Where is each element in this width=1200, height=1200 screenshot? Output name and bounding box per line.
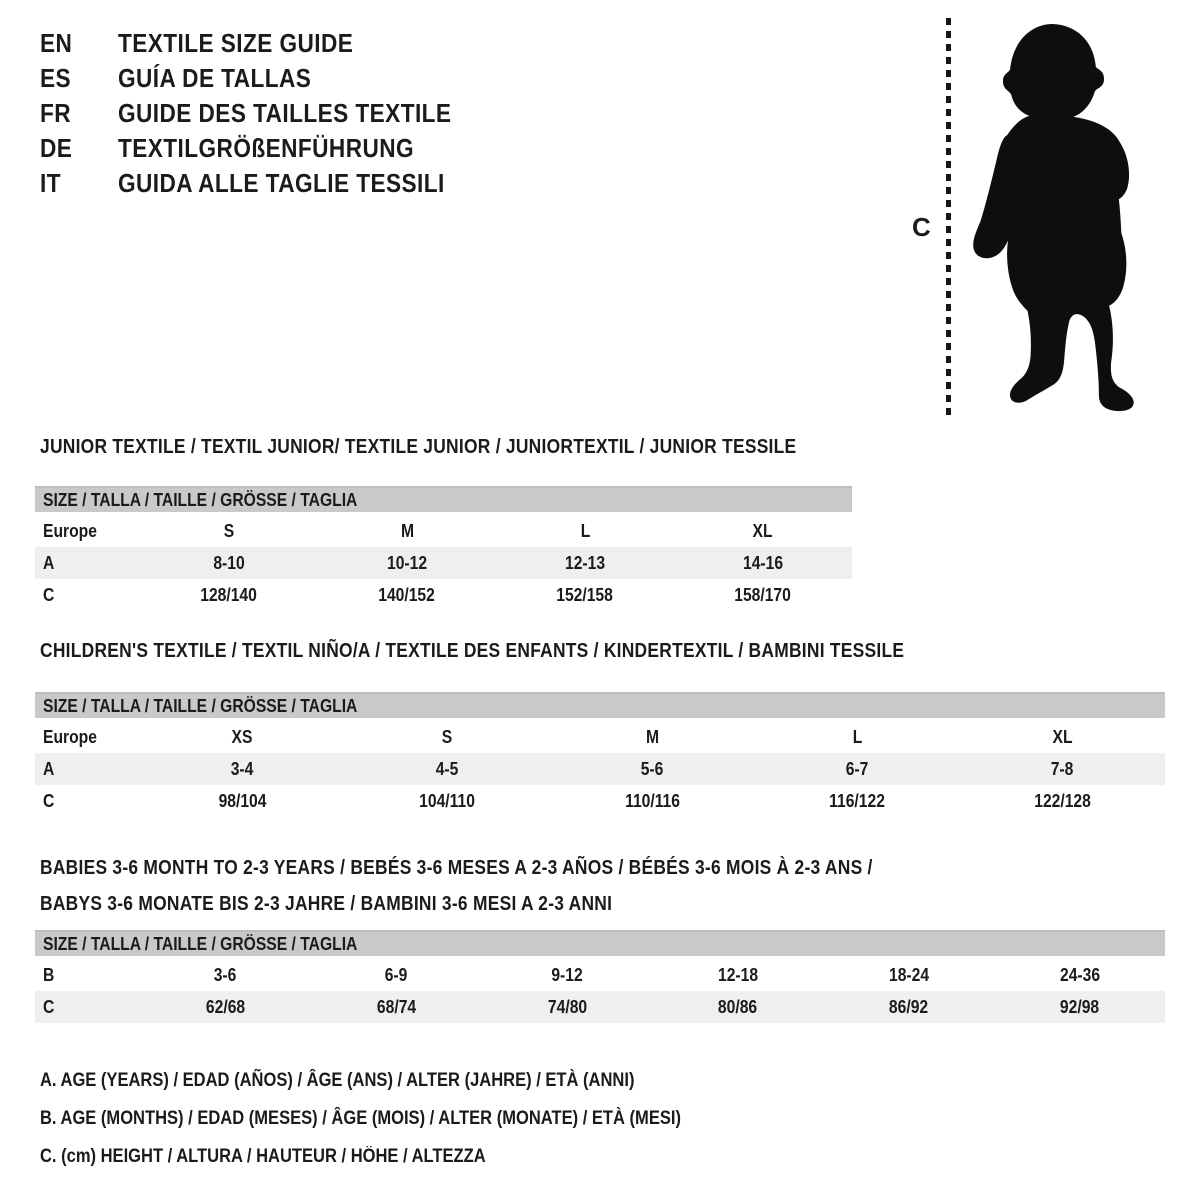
lang-row-de (40, 131, 501, 166)
guide-title-fr: GUIDE DES TAILLES TEXTILE (118, 98, 452, 128)
guide-title-de: TEXTILGRÖßENFÜHRUNG (118, 133, 415, 163)
table-row: B 3-6 6-9 9-12 12-18 18-24 24-36 (43, 964, 1100, 985)
children-size-header-bar: SIZE / TALLA / TAILLE / GRÖSSE / TAGLIA (35, 692, 1165, 718)
babies-title-line2: BABYS 3-6 MONATE BIS 2-3 JAHRE / BAMBINI 3-6 MESI A 2-3 ANNI (40, 893, 613, 915)
height-measure-dashed-line (946, 18, 951, 415)
table-row: Europe S M L XL (43, 520, 774, 541)
junior-section-title: JUNIOR TEXTILE / TEXTIL JUNIOR/ TEXTILE JUNIOR / JUNIORTEXTIL / JUNIOR TESSILE (40, 436, 797, 458)
babies-size-table (35, 930, 1165, 1023)
language-title-list (40, 26, 501, 201)
lang-code-fr: FR (40, 98, 72, 128)
toddler-silhouette-image (962, 22, 1146, 420)
table-row: C 128/140 140/152 152/158 158/170 (43, 584, 792, 605)
lang-code-en: EN (40, 28, 73, 58)
guide-title-it: GUIDA ALLE TAGLIE TESSILI (118, 168, 445, 198)
height-measure-label: C (912, 212, 931, 242)
lang-row-fr (40, 96, 501, 131)
children-size-table (35, 692, 1165, 817)
table-row: A 3-4 4-5 5-6 6-7 7-8 (35, 753, 1165, 785)
lang-row-it (40, 166, 501, 201)
guide-title-es: GUÍA DE TALLAS (118, 63, 312, 93)
babies-section-title (40, 850, 997, 922)
table-row: C 98/104 104/110 110/116 116/122 122/128 (43, 790, 1091, 811)
junior-size-table (35, 486, 852, 611)
measurement-legend (40, 1062, 777, 1176)
table-row: Europe XS S M L XL (43, 726, 1073, 747)
lang-row-es (40, 61, 501, 96)
legend-line-c: C. (cm) HEIGHT / ALTURA / HAUTEUR / HÖHE / ALTEZZA (40, 1146, 486, 1167)
legend-line-b: B. AGE (MONTHS) / EDAD (MESES) / ÂGE (MOIS) / ALTER (MONATE) / ETÀ (MESI) (40, 1108, 681, 1129)
babies-size-header-bar: SIZE / TALLA / TAILLE / GRÖSSE / TAGLIA (35, 930, 1165, 956)
table-row: A 8-10 10-12 12-13 14-16 (35, 547, 852, 579)
lang-code-es: ES (40, 63, 72, 93)
guide-title-en: TEXTILE SIZE GUIDE (118, 28, 354, 58)
babies-title-line1: BABIES 3-6 MONTH TO 2-3 YEARS / BEBÉS 3-6 MESES A 2-3 AÑOS / BÉBÉS 3-6 MOIS À 2-3 ANS / (40, 857, 873, 879)
table-row: C 62/68 68/74 74/80 80/86 86/92 92/98 (35, 991, 1165, 1023)
children-section-title: CHILDREN'S TEXTILE / TEXTIL NIÑO/A / TEXTILE DES ENFANTS / KINDERTEXTIL / BAMBINI TESSILE (40, 640, 905, 662)
lang-code-de: DE (40, 133, 73, 163)
legend-line-a: A. AGE (YEARS) / EDAD (AÑOS) / ÂGE (ANS) / ALTER (JAHRE) / ETÀ (ANNI) (40, 1070, 635, 1091)
lang-row-en (40, 26, 501, 61)
junior-size-header-bar: SIZE / TALLA / TAILLE / GRÖSSE / TAGLIA (35, 486, 852, 512)
lang-code-it: IT (40, 168, 61, 198)
